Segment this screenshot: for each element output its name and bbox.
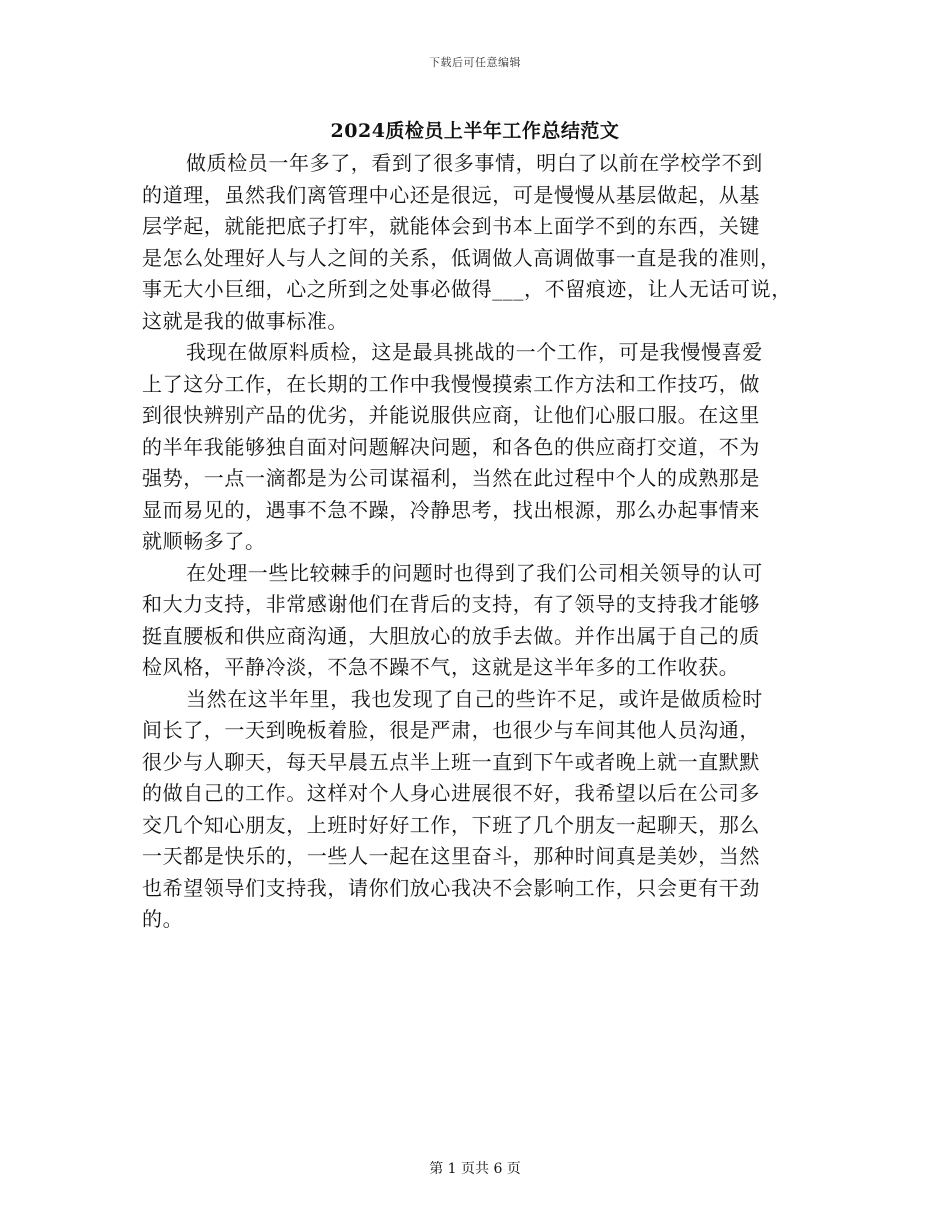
page-header-note: 下载后可任意编辑 — [429, 56, 521, 69]
paragraph-line: 很少与人聊天，每天早晨五点半上班一直到下午或者晚上就一直默默 — [142, 749, 760, 774]
document-body — [142, 148, 814, 936]
paragraph-4 — [142, 684, 814, 936]
paragraph-line: 做质检员一年多了，看到了很多事情，明白了以前在学校学不到 — [186, 151, 763, 175]
paragraph-line: 强势，一点一滴都是为公司谋福利，当然在此过程中个人的成熟那是 — [142, 466, 760, 490]
paragraph-line: 交几个知心朋友，上班时好好工作，下班了几个朋友一起聊天，那么 — [142, 812, 760, 837]
paragraph-line: 的半年我能够独自面对问题解决问题，和各色的供应商打交道，不为 — [142, 434, 760, 459]
paragraph-line: 到很快辨别产品的优劣，并能说服供应商，让他们心服口服。在这里 — [142, 403, 760, 427]
paragraph-line: 显而易见的，遇事不急不躁，冷静思考，找出根源，那么办起事情来 — [142, 497, 760, 522]
paragraph-line: 的。 — [142, 907, 184, 931]
paragraph-line: 的道理，虽然我们离管理中心还是很远，可是慢慢从基层做起，从基 — [142, 182, 760, 207]
paragraph-line: 也希望领导们支持我，请你们放心我决不会影响工作，只会更有干劲 — [142, 875, 760, 900]
paragraph-1 — [142, 148, 814, 337]
paragraph-line: 当然在这半年里，我也发现了自己的些许不足，或许是做质检时 — [186, 686, 763, 711]
paragraph-line: 是怎么处理好人与人之间的关系，低调做人高调做事一直是我的准则， — [142, 245, 781, 270]
paragraph-line: 检风格，平静冷淡，不急不躁不气，这就是这半年多的工作收获。 — [142, 655, 740, 679]
paragraph-2 — [142, 337, 814, 558]
paragraph-line: 这就是我的做事标准。 — [142, 308, 348, 333]
paragraph-line: 一天都是快乐的，一些人一起在这里奋斗，那种时间真是美妙，当然 — [142, 844, 760, 868]
paragraph-line: 的做自己的工作。这样对个人身心进展很不好，我希望以后在公司多 — [142, 781, 760, 805]
paragraph-3 — [142, 558, 814, 684]
paragraph-line: 我现在做原料质检，这是最具挑战的一个工作，可是我慢慢喜爱 — [186, 340, 763, 364]
paragraph-line: 层学起，就能把底子打牢，就能体会到书本上面学不到的东西，关键 — [142, 214, 760, 238]
paragraph-line: 上了这分工作，在长期的工作中我慢慢摸索工作方法和工作技巧，做 — [142, 371, 760, 396]
paragraph-line: 和大力支持，非常感谢他们在背后的支持，有了领导的支持我才能够 — [142, 592, 760, 616]
paragraph-line: 挺直腰板和供应商沟通，大胆放心的放手去做。并作出属于自己的质 — [142, 623, 760, 648]
paragraph-line: 事无大小巨细，心之所到之处事必做得___，不留痕迹，让人无话可说， — [142, 277, 792, 301]
paragraph-line: 在处理一些比较棘手的问题时也得到了我们公司相关领导的认可 — [186, 560, 763, 585]
document-title: 2024质检员上半年工作总结范文 — [330, 120, 620, 142]
paragraph-line: 就顺畅多了。 — [142, 529, 266, 553]
paragraph-line: 间长了，一天到晚板着脸，很是严肃，也很少与车间其他人员沟通， — [142, 718, 760, 742]
page-number-footer: 第 1 页共 6 页 — [429, 1161, 521, 1177]
